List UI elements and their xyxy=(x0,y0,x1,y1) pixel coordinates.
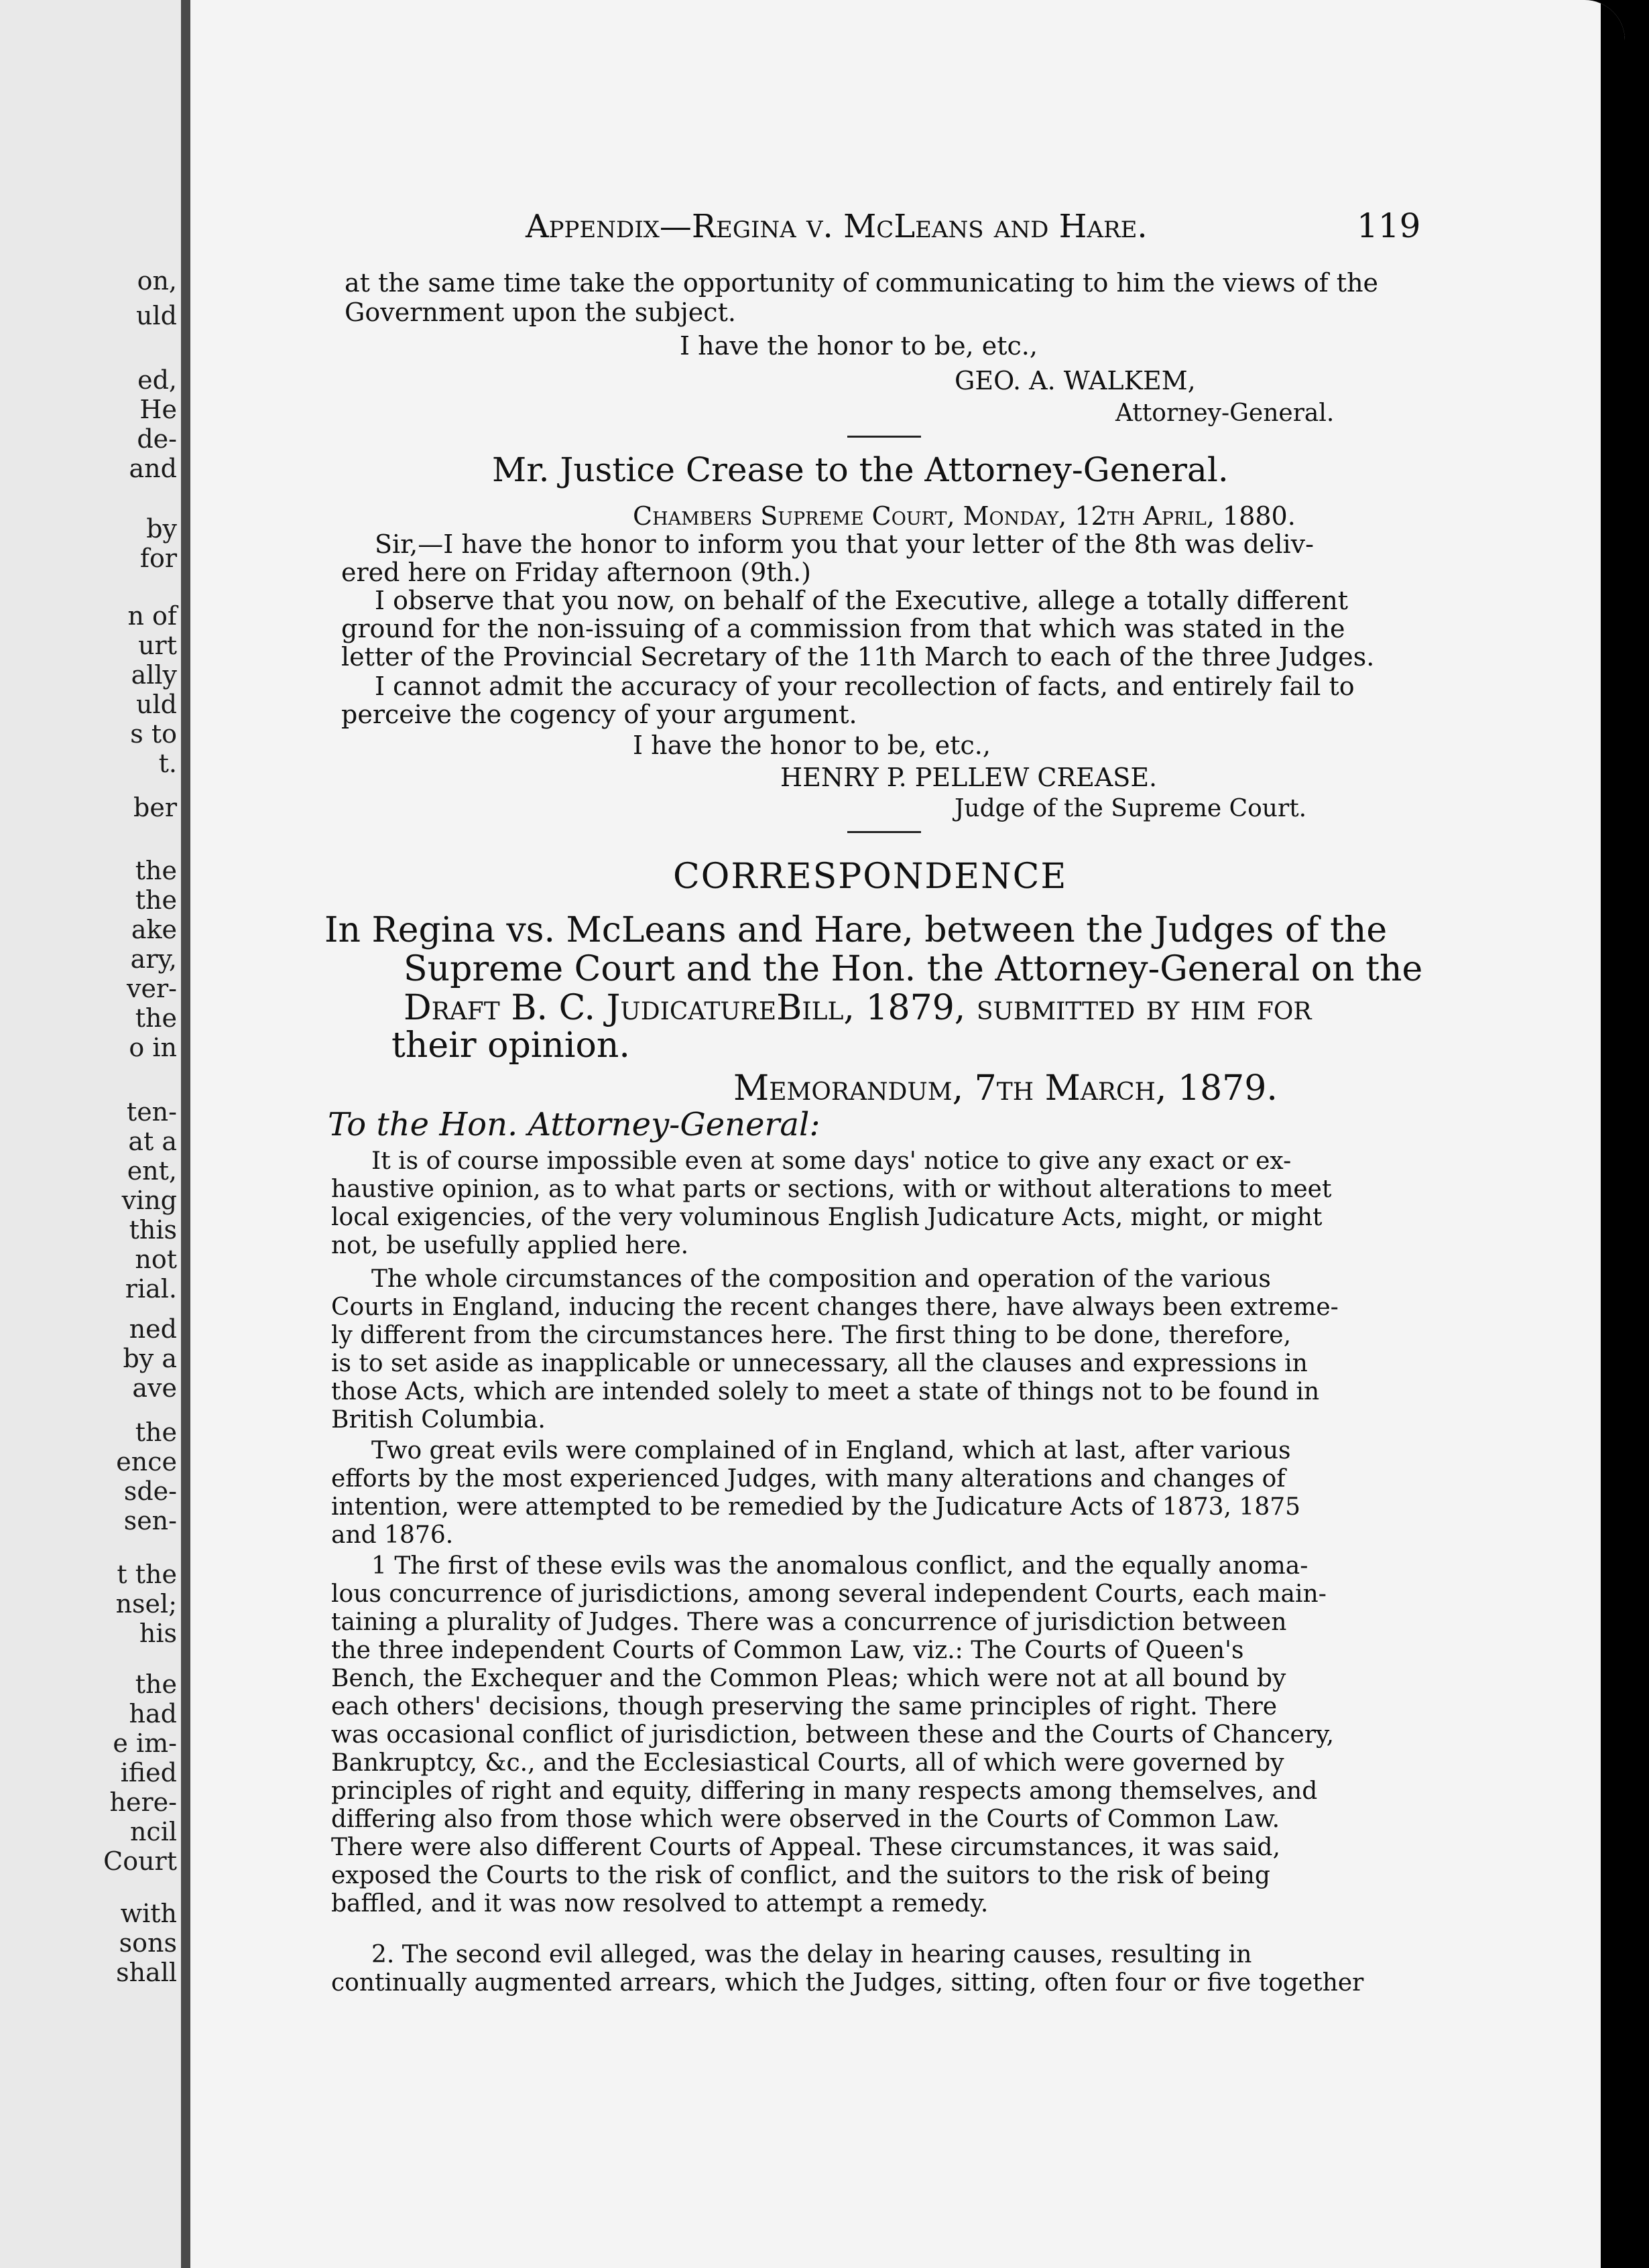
body-line: The whole circumstances of the composition and operation of the various xyxy=(371,1265,1271,1293)
facing-page-fragment: ten- xyxy=(126,1097,177,1127)
facing-page-fragment: with xyxy=(120,1899,177,1928)
facing-page-fragment: Court xyxy=(103,1846,177,1876)
facing-page-fragment: uld xyxy=(136,690,177,719)
letter1-line2: Government upon the subject. xyxy=(345,298,736,327)
body-line: lous concurrence of jurisdictions, among several independent Courts, each main- xyxy=(331,1580,1327,1608)
facing-page-fragment: o in xyxy=(129,1033,177,1062)
facing-page-fragment: the xyxy=(135,1003,177,1033)
letter1-signature: GEO. A. WALKEM, xyxy=(955,366,1196,395)
body-line: haustive opinion, as to what parts or sections, with or without alterations to meet xyxy=(331,1176,1332,1203)
facing-page-fragment: the xyxy=(135,856,177,885)
body-line: taining a plurality of Judges. There was a concurrence of jurisdiction between xyxy=(331,1609,1287,1636)
body-line: There were also different Courts of Appeal. These circumstances, it was said, xyxy=(331,1834,1280,1861)
facing-page-fragment: by xyxy=(146,514,177,544)
facing-page-fragment: ence xyxy=(116,1447,177,1476)
letter1-line1: at the same time take the opportunity of communicating to him the views of the xyxy=(345,268,1379,298)
body-line: local exigencies, of the very voluminous English Judicature Acts, might, or might xyxy=(331,1204,1323,1231)
facing-page-fragment: shall xyxy=(116,1958,177,1987)
letter2-p1-l2: ered here on Friday afternoon (9th.) xyxy=(341,558,811,587)
facing-page-fragment: t the xyxy=(117,1560,177,1589)
facing-page-fragment: ally xyxy=(131,660,177,690)
facing-page-fragment: not xyxy=(135,1245,177,1274)
correspondence-subtitle-l1: In Regina vs. McLeans and Hare, between the Judges of the xyxy=(324,910,1388,950)
facing-page-fragment: here- xyxy=(109,1787,177,1817)
letter1-closing: I have the honor to be, etc., xyxy=(680,331,1038,361)
body-line: 2. The second evil alleged, was the delay in hearing causes, resulting in xyxy=(371,1941,1252,1968)
correspondence-subtitle-l2: Supreme Court and the Hon. the Attorney-General on the xyxy=(404,949,1423,989)
facing-page-fragment: t. xyxy=(158,749,177,778)
body-line: and 1876. xyxy=(331,1521,454,1549)
letter2-p1-l1: Sir,—I have the honor to inform you that your letter of the 8th was deliv- xyxy=(375,529,1314,559)
facing-page-fragment: ave xyxy=(132,1373,177,1403)
facing-page-fragment: ber xyxy=(133,793,177,822)
body-line: principles of right and equity, differing in many respects among themselves, and xyxy=(331,1777,1318,1805)
body-line: Courts in England, inducing the recent changes there, have always been extreme- xyxy=(331,1294,1339,1321)
page-edge xyxy=(1601,0,1625,2268)
body-line: exposed the Courts to the risk of conflict, and the suitors to the risk of being xyxy=(331,1862,1270,1889)
facing-page-fragment: by a xyxy=(123,1344,177,1373)
facing-page-fragment: ned xyxy=(129,1314,177,1344)
letter2-p3-l2: perceive the cogency of your argument. xyxy=(341,700,857,729)
salutation: To the Hon. Attorney-General: xyxy=(328,1106,820,1143)
facing-page-fragment: at a xyxy=(128,1127,177,1156)
correspondence-heading: CORRESPONDENCE xyxy=(673,857,1068,897)
facing-page-fragment: ed, xyxy=(137,365,177,395)
letter2-dateline: Chambers Supreme Court, Monday, 12th April, 1880. xyxy=(633,501,1296,531)
body-line: differing also from those which were observed in the Courts of Common Law. xyxy=(331,1806,1280,1833)
body-line: Bankruptcy, &c., and the Ecclesiastical Courts, all of which were governed by xyxy=(331,1749,1284,1777)
facing-page-fragment: nsel; xyxy=(115,1589,177,1619)
facing-page-fragment: e im- xyxy=(113,1728,177,1758)
letter2-p2-l2: ground for the non-issuing of a commission from that which was stated in the xyxy=(341,614,1345,643)
letter2-title: Judge of the Supreme Court. xyxy=(955,795,1307,822)
facing-page-fragment: urt xyxy=(138,631,177,660)
body-line: continually augmented arrears, which the Judges, sitting, often four or five together xyxy=(331,1969,1364,1997)
section-divider xyxy=(847,436,921,438)
body-line: each others' decisions, though preserving the same principles of right. There xyxy=(331,1693,1278,1720)
facing-page-fragment: s to xyxy=(130,719,177,749)
body-line: British Columbia. xyxy=(331,1406,546,1434)
facing-page-fragment: sde- xyxy=(123,1476,177,1506)
body-line: It is of course impossible even at some days' notice to give any exact or ex- xyxy=(371,1147,1292,1175)
facing-page-fragment: the xyxy=(135,885,177,915)
letter2-p3-l1: I cannot admit the accuracy of your recollection of facts, and entirely fail to xyxy=(375,672,1355,701)
facing-page-fragment: sen- xyxy=(123,1506,177,1535)
facing-page-fragment: and xyxy=(129,454,177,483)
facing-page-fragment: rial. xyxy=(125,1274,177,1304)
facing-page-margin xyxy=(0,0,181,2268)
facing-page-fragment: the xyxy=(135,1670,177,1699)
book-gutter xyxy=(181,0,190,2268)
facing-page-fragment: de- xyxy=(137,424,177,454)
running-title: Appendix—Regina v. McLeans and Hare. xyxy=(526,208,1148,245)
body-line: Bench, the Exchequer and the Common Pleas; which were not at all bound by xyxy=(331,1665,1286,1692)
memorandum-date: Memorandum, 7th March, 1879. xyxy=(733,1068,1278,1109)
body-line: intention, were attempted to be remedied by the Judicature Acts of 1873, 1875 xyxy=(331,1493,1301,1521)
facing-page-fragment: this xyxy=(129,1215,177,1245)
letter2-heading: Mr. Justice Crease to the Attorney-General. xyxy=(492,450,1229,489)
body-line: efforts by the most experienced Judges, with many alterations and changes of xyxy=(331,1465,1286,1493)
section-divider xyxy=(847,831,921,833)
letter2-signature: HENRY P. PELLEW CREASE. xyxy=(780,763,1158,792)
body-line: was occasional conflict of jurisdiction, between these and the Courts of Chancery, xyxy=(331,1721,1335,1749)
letter2-closing: I have the honor to be, etc., xyxy=(633,731,991,760)
page-number: 119 xyxy=(1357,206,1421,245)
facing-page-fragment: the xyxy=(135,1418,177,1447)
facing-page-fragment: ncil xyxy=(129,1817,177,1846)
facing-page-fragment: n of xyxy=(127,601,177,631)
body-line: the three independent Courts of Common Law, viz.: The Courts of Queen's xyxy=(331,1637,1244,1664)
facing-page-fragment: ake xyxy=(131,915,177,944)
correspondence-subtitle-l4: their opinion. xyxy=(391,1025,630,1066)
facing-page-fragment: uld xyxy=(136,301,177,330)
body-line: is to set aside as inapplicable or unnecessary, all the clauses and expressions in xyxy=(331,1350,1308,1377)
facing-page-fragment: ary, xyxy=(130,944,177,974)
facing-page-fragment: on, xyxy=(137,266,177,296)
facing-page-fragment: for xyxy=(139,544,177,573)
facing-page-fragment: ver- xyxy=(127,974,177,1003)
facing-page-fragment: his xyxy=(139,1619,177,1648)
body-line: baffled, and it was now resolved to attempt a remedy. xyxy=(331,1890,989,1917)
facing-page-fragment: ent, xyxy=(127,1156,177,1186)
correspondence-subtitle-l3: Draft B. C. JudicatureBill, 1879, submitted by him for xyxy=(404,988,1312,1028)
letter2-p2-l1: I observe that you now, on behalf of the Executive, allege a totally different xyxy=(375,586,1348,615)
letter2-p2-l3: letter of the Provincial Secretary of the 11th March to each of the three Judges. xyxy=(341,642,1375,672)
facing-page-fragment: He xyxy=(139,395,177,424)
body-line: ly different from the circumstances here. The first thing to be done, therefore, xyxy=(331,1322,1292,1349)
book-page xyxy=(190,0,1625,2268)
facing-page-fragment: sons xyxy=(119,1928,177,1958)
letter1-title: Attorney-General. xyxy=(1115,399,1335,427)
facing-page-fragment: ified xyxy=(120,1758,177,1787)
body-line: those Acts, which are intended solely to meet a state of things not to be found in xyxy=(331,1378,1320,1405)
facing-page-fragment: ving xyxy=(121,1186,177,1215)
body-line: 1 The first of these evils was the anomalous conflict, and the equally anoma- xyxy=(371,1552,1308,1580)
facing-page-fragment: had xyxy=(129,1699,177,1728)
body-line: Two great evils were complained of in England, which at last, after various xyxy=(371,1437,1291,1464)
body-line: not, be usefully applied here. xyxy=(331,1232,689,1259)
